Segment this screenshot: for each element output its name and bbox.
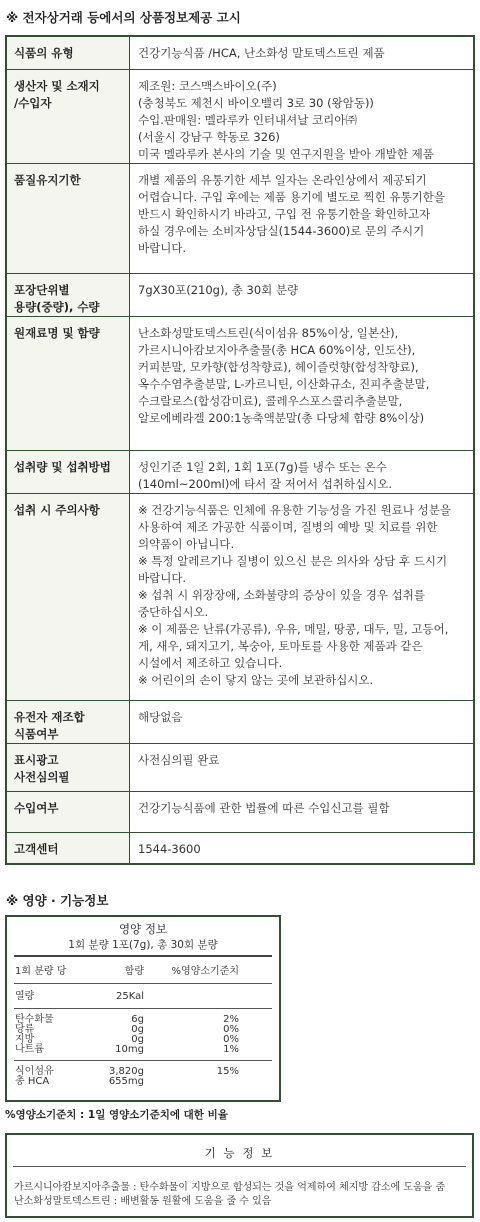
info-value-line: 난소화성말토덱스트린(식이섬유 85%이상, 일본산),: [138, 325, 399, 340]
nutrient-amount: 655mg: [108, 1076, 144, 1087]
col-amount: 함량: [124, 966, 144, 977]
info-label-line: 수입여부: [14, 800, 59, 815]
nutrient-amount: 0g: [131, 1024, 144, 1035]
info-value-line: 바랍니다.: [138, 570, 187, 585]
info-row: [6, 450, 474, 493]
nutrient-amount: 3,820g: [109, 1066, 144, 1077]
info-value: [130, 273, 475, 316]
info-label: [6, 450, 130, 493]
info-value-line: 건강기능식품에 관한 법률에 따른 수입신고를 필함: [138, 800, 390, 815]
info-label-line: 유전자 재조합: [14, 709, 85, 724]
info-value-line: 의약품이 아닙니다.: [138, 536, 235, 551]
info-value-line: 성인기준 1일 2회, 1회 1포(7g)를 냉수 또는 온수: [138, 459, 387, 474]
info-label-line: 섭취량 및 섭취방법: [14, 459, 111, 474]
nutrient-percent: 2%: [223, 1014, 239, 1025]
info-label: [6, 493, 130, 700]
info-label-line: 사전심의필: [14, 769, 70, 784]
info-label-line: 표시광고: [14, 752, 59, 767]
function-title: 기 능 정 보: [204, 1146, 275, 1160]
info-value: [130, 450, 475, 493]
info-row: [6, 69, 474, 163]
info-value-line: ※ 섭취 시 위장장애, 소화불량의 증상이 있을 경우 섭취를: [138, 587, 425, 602]
info-label: [6, 743, 130, 791]
info-value-line: ※ 이 제품은 난류(가공류), 우유, 메밀, 땅콩, 대두, 밀, 고등어,: [138, 621, 449, 636]
info-label-line: 품질유지기한: [14, 172, 81, 187]
info-value: [130, 69, 475, 163]
nutrient-amount: 0g: [131, 1034, 144, 1045]
nutrient-percent: 1%: [223, 1044, 239, 1055]
info-value-line: 하실 경우에는 소비자상담실(1544-3600)로 문의 주시기: [138, 223, 425, 238]
info-label: [6, 832, 130, 864]
info-row: [6, 700, 474, 743]
info-value-line: 해당없음: [138, 709, 183, 724]
nutrition-function-heading: ※ 영양 · 기능정보: [6, 893, 109, 908]
info-label: [6, 791, 130, 832]
col-serving: 1회 분량 당: [15, 966, 67, 977]
info-value: [130, 316, 475, 450]
info-value-line: 1544-3600: [138, 841, 201, 856]
info-label-line: 용량(중량), 수량: [14, 299, 100, 314]
divider: [14, 1008, 272, 1009]
divider: [14, 1060, 272, 1061]
function-item: 가르시니아캄보지아추출물 : 탄수화물이 지방으로 합성되는 것을 억제하여 체지방 감소에 도움을 줌: [14, 1182, 446, 1193]
function-item: 난소화성말토덱스트린 : 배변활동 원활에 도움을 줄 수 있음: [14, 1196, 272, 1207]
nutrient-name: 나트륨: [15, 1044, 44, 1055]
info-label-line: 고객센터: [14, 841, 59, 856]
info-value: [130, 36, 475, 69]
info-value-line: 반드시 확인하시기 바라고, 구입 전 유통기한을 확인하고자: [138, 206, 431, 221]
info-value-line: 사전심의필 완료: [138, 752, 220, 767]
info-label-line: 생산자 및 소재지: [14, 78, 100, 93]
function-info-box: [5, 1133, 474, 1218]
nutrition-facts-box: [5, 915, 281, 1102]
info-value: [130, 791, 475, 832]
divider: [14, 955, 272, 957]
info-row: [6, 163, 474, 273]
info-label-line: 식품여부: [14, 726, 59, 741]
info-label: [6, 36, 130, 69]
nutrient-name: 지방: [15, 1034, 35, 1045]
nutrient-name: 총 HCA: [15, 1076, 50, 1087]
nutrient-percent: 0%: [223, 1024, 239, 1035]
info-value-line: 제조원: 코스맥스바이오(주): [138, 78, 277, 93]
info-label-line: 포장단위별: [14, 282, 70, 297]
info-value: [130, 832, 475, 864]
info-row: [6, 791, 474, 832]
info-value-line: (140ml~200ml)에 타서 잘 저어서 섭취하십시오.: [138, 476, 392, 491]
info-row: [6, 36, 474, 69]
product-info-table: [5, 35, 475, 865]
notice-heading: ※ 전자상거래 등에서의 상품정보제공 고시: [6, 10, 241, 25]
info-value-line: 수입.판매원: 멜라루카 인터내셔날 코리아㈜: [138, 112, 357, 127]
nutrient-name: 식이섬유: [15, 1066, 54, 1077]
info-label: [6, 700, 130, 743]
info-value-line: ※ 특정 알레르기나 질병이 있으신 분은 의사와 상담 후 드시기: [138, 553, 448, 568]
nutrient-name: 당류: [15, 1024, 35, 1035]
nutrient-amount: 6g: [131, 1014, 144, 1025]
info-value-line: 알로에베라겔 200:1농축액분말(총 다당체 함량 8%이상): [138, 410, 425, 425]
info-value-line: 가르시니아캄보지아추출물(총 HCA 60%이상, 인도산),: [138, 342, 416, 357]
info-value-line: 개별 제품의 유통기한 세부 일자는 온라인상에서 제공되기: [138, 172, 427, 187]
info-label-line: 섭취 시 주의사항: [14, 502, 100, 517]
info-value-line: 미국 멜라루카 본사의 기술 및 연구지원을 받아 개발한 제품: [138, 146, 434, 161]
col-percent: %영양소기준치: [171, 966, 239, 977]
nutrient-amount: 25Kal: [115, 991, 144, 1002]
nutrition-footnote: %영양소기준치 : 1일 영양소기준치에 대한 비율: [5, 1109, 228, 1121]
info-row: [6, 273, 474, 316]
info-row: [6, 743, 474, 791]
nutrient-name: 열량: [15, 991, 35, 1002]
nutrient-amount: 10mg: [115, 1044, 144, 1055]
info-value-line: 시설에서 제조하고 있습니다.: [138, 655, 283, 670]
info-label-line: 원재료명 및 함량: [14, 325, 100, 340]
info-value-line: 옥수수염추출분말, L-카르니틴, 이산화규소, 진피추출분말,: [138, 376, 430, 391]
info-value-line: 커피분말, 모카향(합성착향료), 헤이즐럿향(합성착향료),: [138, 359, 419, 374]
nutrition-subtitle: 1회 분량 1포(7g), 총 30회 분량: [68, 939, 218, 951]
info-label-line: 식품의 유형: [14, 46, 74, 60]
info-row: [6, 493, 474, 700]
info-label: [6, 273, 130, 316]
info-value: [130, 163, 475, 273]
info-value-line: 건강기능식품 /HCA, 난소화성 말토덱스트린 제품: [138, 46, 385, 60]
info-value-line: 중단하십시오.: [138, 604, 209, 619]
info-value-line: 어렵습니다. 구입 후에는 제품 용기에 별도로 찍힌 유통기한을: [138, 189, 445, 204]
info-value-line: 7gX30포(210g), 총 30회 분량: [138, 282, 299, 297]
nutrient-percent: 0%: [223, 1034, 239, 1045]
info-value: [130, 743, 475, 791]
info-value-line: 바랍니다.: [138, 240, 187, 255]
info-value: [130, 700, 475, 743]
info-label: [6, 316, 130, 450]
nutrient-percent: 15%: [216, 1066, 239, 1077]
divider: [13, 1166, 466, 1167]
info-value-line: ※ 건강기능식품은 인체에 유용한 기능성을 가진 원료나 성분을: [138, 502, 451, 517]
info-row: [6, 316, 474, 450]
info-value-line: 사용하여 제조 가공한 식품이며, 질병의 예방 및 치료를 위한: [138, 519, 438, 534]
info-value-line: (서울시 강남구 학동로 326): [138, 129, 280, 144]
nutrition-title: 영양 정보: [118, 922, 168, 936]
info-label-line: /수입자: [14, 95, 52, 110]
info-value-line: 수크랄로스(합성감미료), 콜레우스포스콜리추출분말,: [138, 393, 403, 408]
info-label: [6, 163, 130, 273]
info-value: [130, 493, 475, 700]
info-row: [6, 832, 474, 864]
info-value-line: 게, 새우, 돼지고기, 복숭아, 토마토를 사용한 제품과 같은: [138, 638, 423, 653]
divider: [14, 983, 272, 984]
info-label: [6, 69, 130, 163]
nutrient-name: 탄수화물: [15, 1014, 54, 1025]
info-value-line: ※ 어린이의 손이 닿지 않는 곳에 보관하십시오.: [138, 672, 374, 687]
info-value-line: (충청북도 제천시 바이오밸리 3로 30 (왕암동)): [138, 95, 374, 110]
